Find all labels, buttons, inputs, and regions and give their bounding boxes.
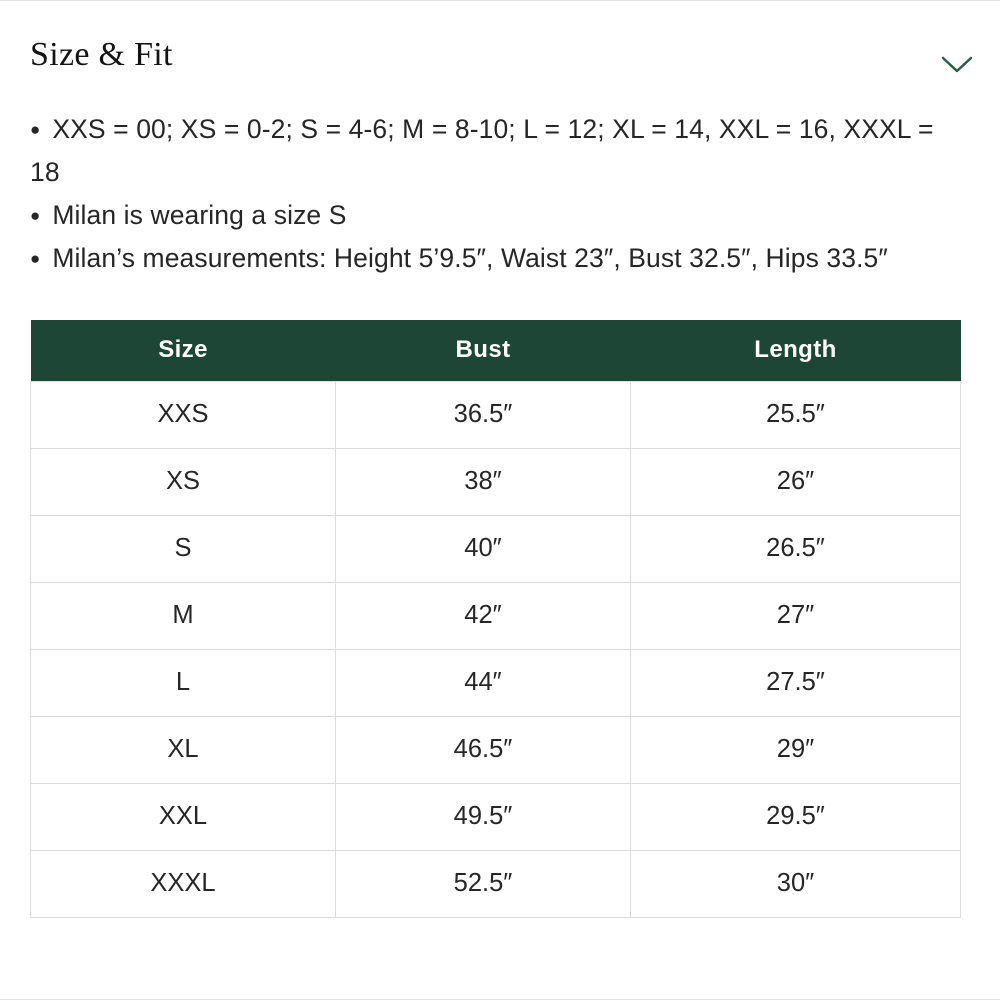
bullet-icon: ● — [30, 120, 41, 139]
list-item — [30, 194, 970, 237]
cell-bust: 38″ — [336, 448, 631, 515]
cell-length: 26″ — [631, 448, 961, 515]
table-row — [31, 582, 961, 649]
cell-length: 30″ — [631, 850, 961, 917]
list-item — [30, 108, 970, 194]
cell-bust: 36.5″ — [336, 381, 631, 448]
cell-length: 25.5″ — [631, 381, 961, 448]
chevron-down-icon[interactable] — [940, 48, 974, 82]
table-row — [31, 716, 961, 783]
section-header — [30, 30, 970, 82]
cell-size: M — [31, 582, 336, 649]
cell-length: 29″ — [631, 716, 961, 783]
fit-notes-list — [30, 108, 970, 280]
cell-length: 29.5″ — [631, 783, 961, 850]
cell-size: S — [31, 515, 336, 582]
list-item-text: Milan is wearing a size S — [52, 199, 347, 230]
cell-size: XL — [31, 716, 336, 783]
cell-size: XXL — [31, 783, 336, 850]
list-item — [30, 237, 970, 280]
cell-size: XXS — [31, 381, 336, 448]
cell-bust: 40″ — [336, 515, 631, 582]
table-row — [31, 381, 961, 448]
table-row — [31, 515, 961, 582]
table-row — [31, 783, 961, 850]
cell-bust: 44″ — [336, 649, 631, 716]
cell-size: XXXL — [31, 850, 336, 917]
list-item-text: Milan’s measurements: Height 5’9.5″, Waist 23″, Bust 32.5″, Hips 33.5″ — [52, 242, 888, 273]
list-item-text: XXS = 00; XS = 0-2; S = 4-6; M = 8-10; L = 12; XL = 14, XXL = 16, XXXL = 18 — [30, 114, 934, 187]
table-row — [31, 448, 961, 515]
cell-bust: 52.5″ — [336, 850, 631, 917]
column-header-size: Size — [31, 320, 336, 382]
table-row — [31, 649, 961, 716]
bullet-icon: ● — [30, 248, 41, 268]
size-chart-table — [30, 320, 961, 918]
column-header-bust: Bust — [336, 320, 631, 382]
cell-size: XS — [31, 448, 336, 515]
table-header-row — [31, 320, 961, 382]
cell-size: L — [31, 649, 336, 716]
cell-bust: 42″ — [336, 582, 631, 649]
cell-length: 27″ — [631, 582, 961, 649]
table-row — [31, 850, 961, 917]
cell-length: 27.5″ — [631, 649, 961, 716]
page-title: Size & Fit — [30, 36, 173, 73]
column-header-length: Length — [631, 320, 961, 382]
cell-length: 26.5″ — [631, 515, 961, 582]
cell-bust: 49.5″ — [336, 783, 631, 850]
cell-bust: 46.5″ — [336, 716, 631, 783]
bullet-icon: ● — [30, 205, 41, 225]
